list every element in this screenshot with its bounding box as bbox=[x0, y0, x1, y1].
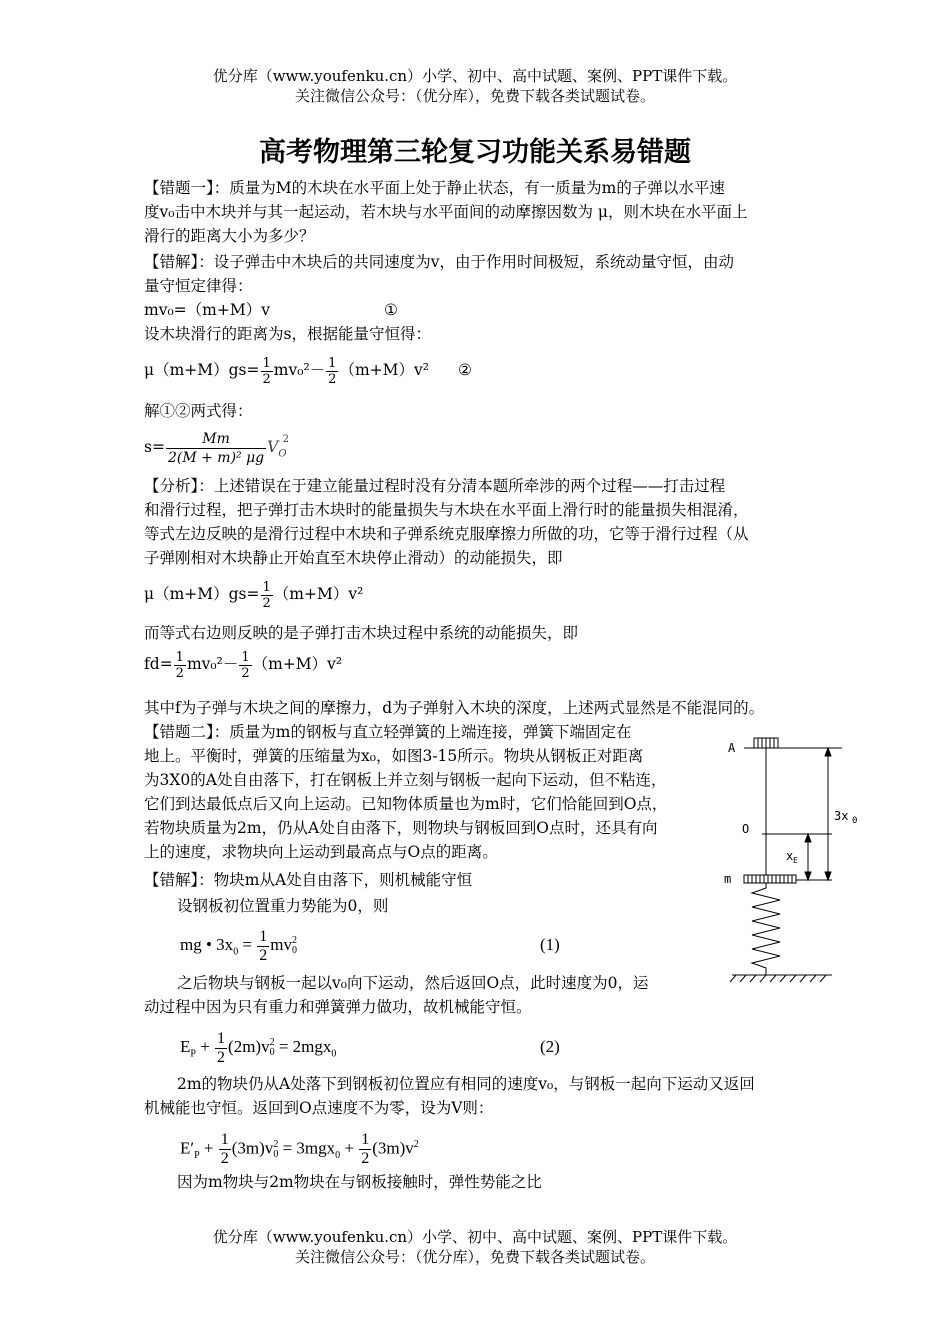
eq-b-part: E bbox=[180, 1037, 191, 1056]
denominator: 2 bbox=[262, 371, 271, 387]
eq-a-scripts bbox=[292, 936, 297, 956]
label-o: O bbox=[742, 822, 750, 836]
p2-line: 等式左边反映的是滑行过程中木块和子弹系统克服摩擦力所做的功，它等于滑行过程（从 bbox=[144, 525, 749, 543]
eq-3-v: V bbox=[267, 438, 279, 457]
eq-3-sup: 2 bbox=[282, 434, 289, 445]
eq-a-number: (1) bbox=[540, 935, 560, 954]
denominator: 2 bbox=[220, 1150, 229, 1168]
denominator: 2 bbox=[241, 665, 250, 681]
eq-a-part: mv bbox=[270, 935, 293, 954]
eq-c-part: = 3mgx bbox=[278, 1138, 336, 1158]
p3-line: 设钢板初位置重力势能为0，则 bbox=[177, 897, 389, 915]
p3-line: 因为m物块与2m物块在与钢板接触时，弹性势能之比 bbox=[177, 1173, 542, 1191]
eq-c-part: (3m)v bbox=[231, 1138, 274, 1158]
sup: 2 bbox=[273, 1138, 279, 1150]
eq-b-number: (2) bbox=[540, 1037, 560, 1056]
header-line-2: 关注微信公众号：（优分库），免费下载各类试题试卷。 bbox=[294, 87, 655, 105]
p3-line: 上的速度，求物块向上运动到最高点与O点的距离。 bbox=[144, 843, 498, 861]
label-xe-sub: E bbox=[793, 856, 798, 865]
eq-2-part: μ（m+M）gs= bbox=[144, 361, 260, 379]
fraction-half bbox=[239, 650, 251, 681]
eq-5-part: （m+M）v² bbox=[252, 655, 343, 673]
p3-line: 机械能也守恒。返回到O点速度不为零，设为V则： bbox=[144, 1099, 494, 1117]
label-3x0-sub: 0 bbox=[852, 816, 858, 826]
eq-b-part: = 2mgx bbox=[274, 1037, 332, 1056]
p3-line: 它们到达最低点后又向上运动。已知物体质量也为m时，它们恰能回到O点， bbox=[144, 795, 668, 813]
denominator: 2 bbox=[328, 371, 337, 387]
header-line-1: 优分库（www.youfenku.cn）小学、初中、高中试题、案例、PPT课件下载。 bbox=[212, 67, 738, 85]
eq-3-fraction bbox=[166, 430, 266, 467]
label-xe: x bbox=[786, 849, 794, 863]
eq-b bbox=[180, 1024, 560, 1077]
sub: 0 bbox=[269, 1047, 275, 1059]
sup: 2 bbox=[269, 1037, 275, 1049]
p2-line: 和滑行过程，把子弹打击木块时的能量损失与木块在水平面上滑行时的能量损失相混淆， bbox=[144, 501, 749, 519]
fraction-half bbox=[261, 356, 273, 387]
eq-2-number: ② bbox=[458, 361, 472, 379]
label-3x0: 3x bbox=[834, 809, 849, 823]
eq-3-sub: O bbox=[278, 448, 287, 460]
numerator: 1 bbox=[241, 649, 250, 665]
eq-b-sub: P bbox=[190, 1048, 196, 1060]
p3-line: 【错解】：物块m从A处自由落下，则机械能守恒 bbox=[144, 871, 473, 889]
numerator: 1 bbox=[262, 355, 271, 371]
p2-line: 【分析】：上述错误在于建立能量过程时没有分清本题所牵涉的两个过程——打击过程 bbox=[144, 477, 726, 495]
fraction-half bbox=[326, 356, 338, 387]
sup: 2 bbox=[292, 935, 298, 947]
eq-c-part: (3m)v bbox=[372, 1138, 414, 1158]
eq-4-part: （m+M）v² bbox=[273, 585, 364, 603]
p3-line: 为3X0的A处自由落下，打在钢板上并立刻与钢板一起向下运动，但不粘连， bbox=[144, 771, 667, 789]
p1-line: 量守恒定律得： bbox=[144, 277, 253, 295]
eq-a-sub: 0 bbox=[233, 946, 239, 958]
eq-2 bbox=[144, 352, 472, 388]
label-m: m bbox=[724, 872, 732, 886]
eq-5-part: fd= bbox=[144, 655, 173, 673]
numerator: 1 bbox=[259, 927, 268, 945]
numerator: Mm bbox=[166, 430, 266, 449]
spring bbox=[752, 883, 780, 975]
eq-c-sub: 0 bbox=[335, 1150, 341, 1162]
numerator: 1 bbox=[262, 579, 271, 595]
eq-5 bbox=[144, 646, 342, 682]
fraction-half bbox=[174, 650, 186, 681]
page-title: 高考物理第三轮复习功能关系易错题 bbox=[259, 137, 691, 168]
eq-3 bbox=[144, 424, 289, 474]
eq-c-part: E′ bbox=[180, 1138, 195, 1158]
eq-c-part: + bbox=[199, 1138, 218, 1158]
denominator: 2 bbox=[361, 1150, 370, 1168]
eq-5-part: mv₀²－ bbox=[186, 655, 239, 673]
eq-a-part: mg • 3x bbox=[180, 935, 234, 954]
p1-line: 【错题一】：质量为M的木块在水平面上处于静止状态，有一质量为m的子弹以水平速 bbox=[144, 179, 725, 197]
p3-line: 地上。平衡时，弹簧的压缩量为x₀，如图3-15所示。物块从钢板正对距离 bbox=[144, 747, 644, 765]
p2-line: 子弹刚相对木块静止开始直至木块停止滑动）的动能损失，即 bbox=[144, 549, 563, 567]
denominator: 2 bbox=[217, 1048, 226, 1066]
denominator: 2(M + m)² μg bbox=[167, 449, 265, 466]
footer-line-1: 优分库（www.youfenku.cn）小学、初中、高中试题、案例、PPT课件下载。 bbox=[212, 1228, 738, 1246]
numerator: 1 bbox=[328, 355, 337, 371]
eq-1-number: ① bbox=[384, 301, 398, 319]
p1-line: 解①②两式得： bbox=[144, 402, 253, 420]
p3-line: 2m的物块仍从A处落下到钢板初位置应有相同的速度v₀，与钢板一起向下运动又返回 bbox=[177, 1075, 755, 1093]
eq-2-part: （m+M）v² bbox=[339, 361, 429, 379]
p2-line: 其中f为子弹与木块之间的摩擦力，d为子弹射入木块的深度，上述两式显然是不能混同的。 bbox=[144, 699, 765, 717]
p3-line: 【错题二】：质量为m的钢板与直立轻弹簧的上端连接，弹簧下端固定在 bbox=[144, 723, 632, 741]
eq-1 bbox=[144, 299, 398, 321]
label-a: A bbox=[728, 741, 736, 755]
fraction-half bbox=[359, 1131, 371, 1168]
p1-line: 【错解】：设子弹击中木块后的共同速度为v，由于作用时间极短，系统动量守恒，由动 bbox=[144, 253, 735, 271]
eq-2-part: mv₀²－ bbox=[273, 361, 326, 379]
p1-line: 度v₀击中木块并与其一起运动，若木块与水平面间的动摩擦因数为 μ，则木块在水平面上 bbox=[144, 203, 748, 221]
eq-1-body: mv₀=（m+M）v bbox=[144, 301, 270, 319]
numerator: 1 bbox=[217, 1029, 226, 1047]
numerator: 1 bbox=[175, 649, 184, 665]
numerator: 1 bbox=[361, 1131, 370, 1149]
p2-line: 而等式右边则反映的是子弹打击木块过程中系统的动能损失，即 bbox=[144, 624, 579, 642]
denominator: 2 bbox=[175, 665, 184, 681]
fraction-half bbox=[219, 1131, 231, 1168]
footer-line-2: 关注微信公众号：（优分库），免费下载各类试题试卷。 bbox=[294, 1248, 655, 1266]
eq-4-part: μ（m+M）gs= bbox=[144, 585, 260, 603]
eq-3-part: s= bbox=[144, 438, 165, 457]
p1-line: 设木块滑行的距离为s，根据能量守恒得： bbox=[144, 325, 431, 343]
eq-b-part: (2m)v bbox=[228, 1037, 270, 1056]
fraction-half bbox=[215, 1030, 227, 1067]
eq-a-part: = bbox=[238, 935, 257, 954]
spring-figure bbox=[722, 730, 862, 992]
eq-b-sub: 0 bbox=[331, 1048, 337, 1060]
eq-b-part: + bbox=[195, 1037, 215, 1056]
eq-a bbox=[180, 923, 560, 974]
eq-c-sub: P bbox=[194, 1150, 200, 1162]
numerator: 1 bbox=[220, 1131, 229, 1149]
fraction-half bbox=[261, 580, 273, 611]
p3-line: 若物块质量为2m，仍从A处自由落下，则物块与钢板回到O点时，还具有向 bbox=[144, 819, 658, 837]
p3-line: 之后物块与钢板一起以v₀向下运动，然后返回O点，此时速度为0，运 bbox=[177, 974, 649, 992]
p1-line: 滑行的距离大小为多少？ bbox=[144, 227, 315, 245]
denominator: 2 bbox=[262, 595, 271, 611]
p3-line: 动过程中因为只有重力和弹簧弹力做功，故机械能守恒。 bbox=[144, 998, 532, 1016]
sub: 0 bbox=[273, 1148, 279, 1160]
eq-4 bbox=[144, 576, 363, 612]
fraction-half bbox=[257, 928, 269, 965]
eq-c-part: + bbox=[340, 1138, 359, 1158]
eq-c-sup: 2 bbox=[413, 1139, 419, 1150]
sub: 0 bbox=[292, 945, 298, 957]
denominator: 2 bbox=[259, 946, 268, 964]
